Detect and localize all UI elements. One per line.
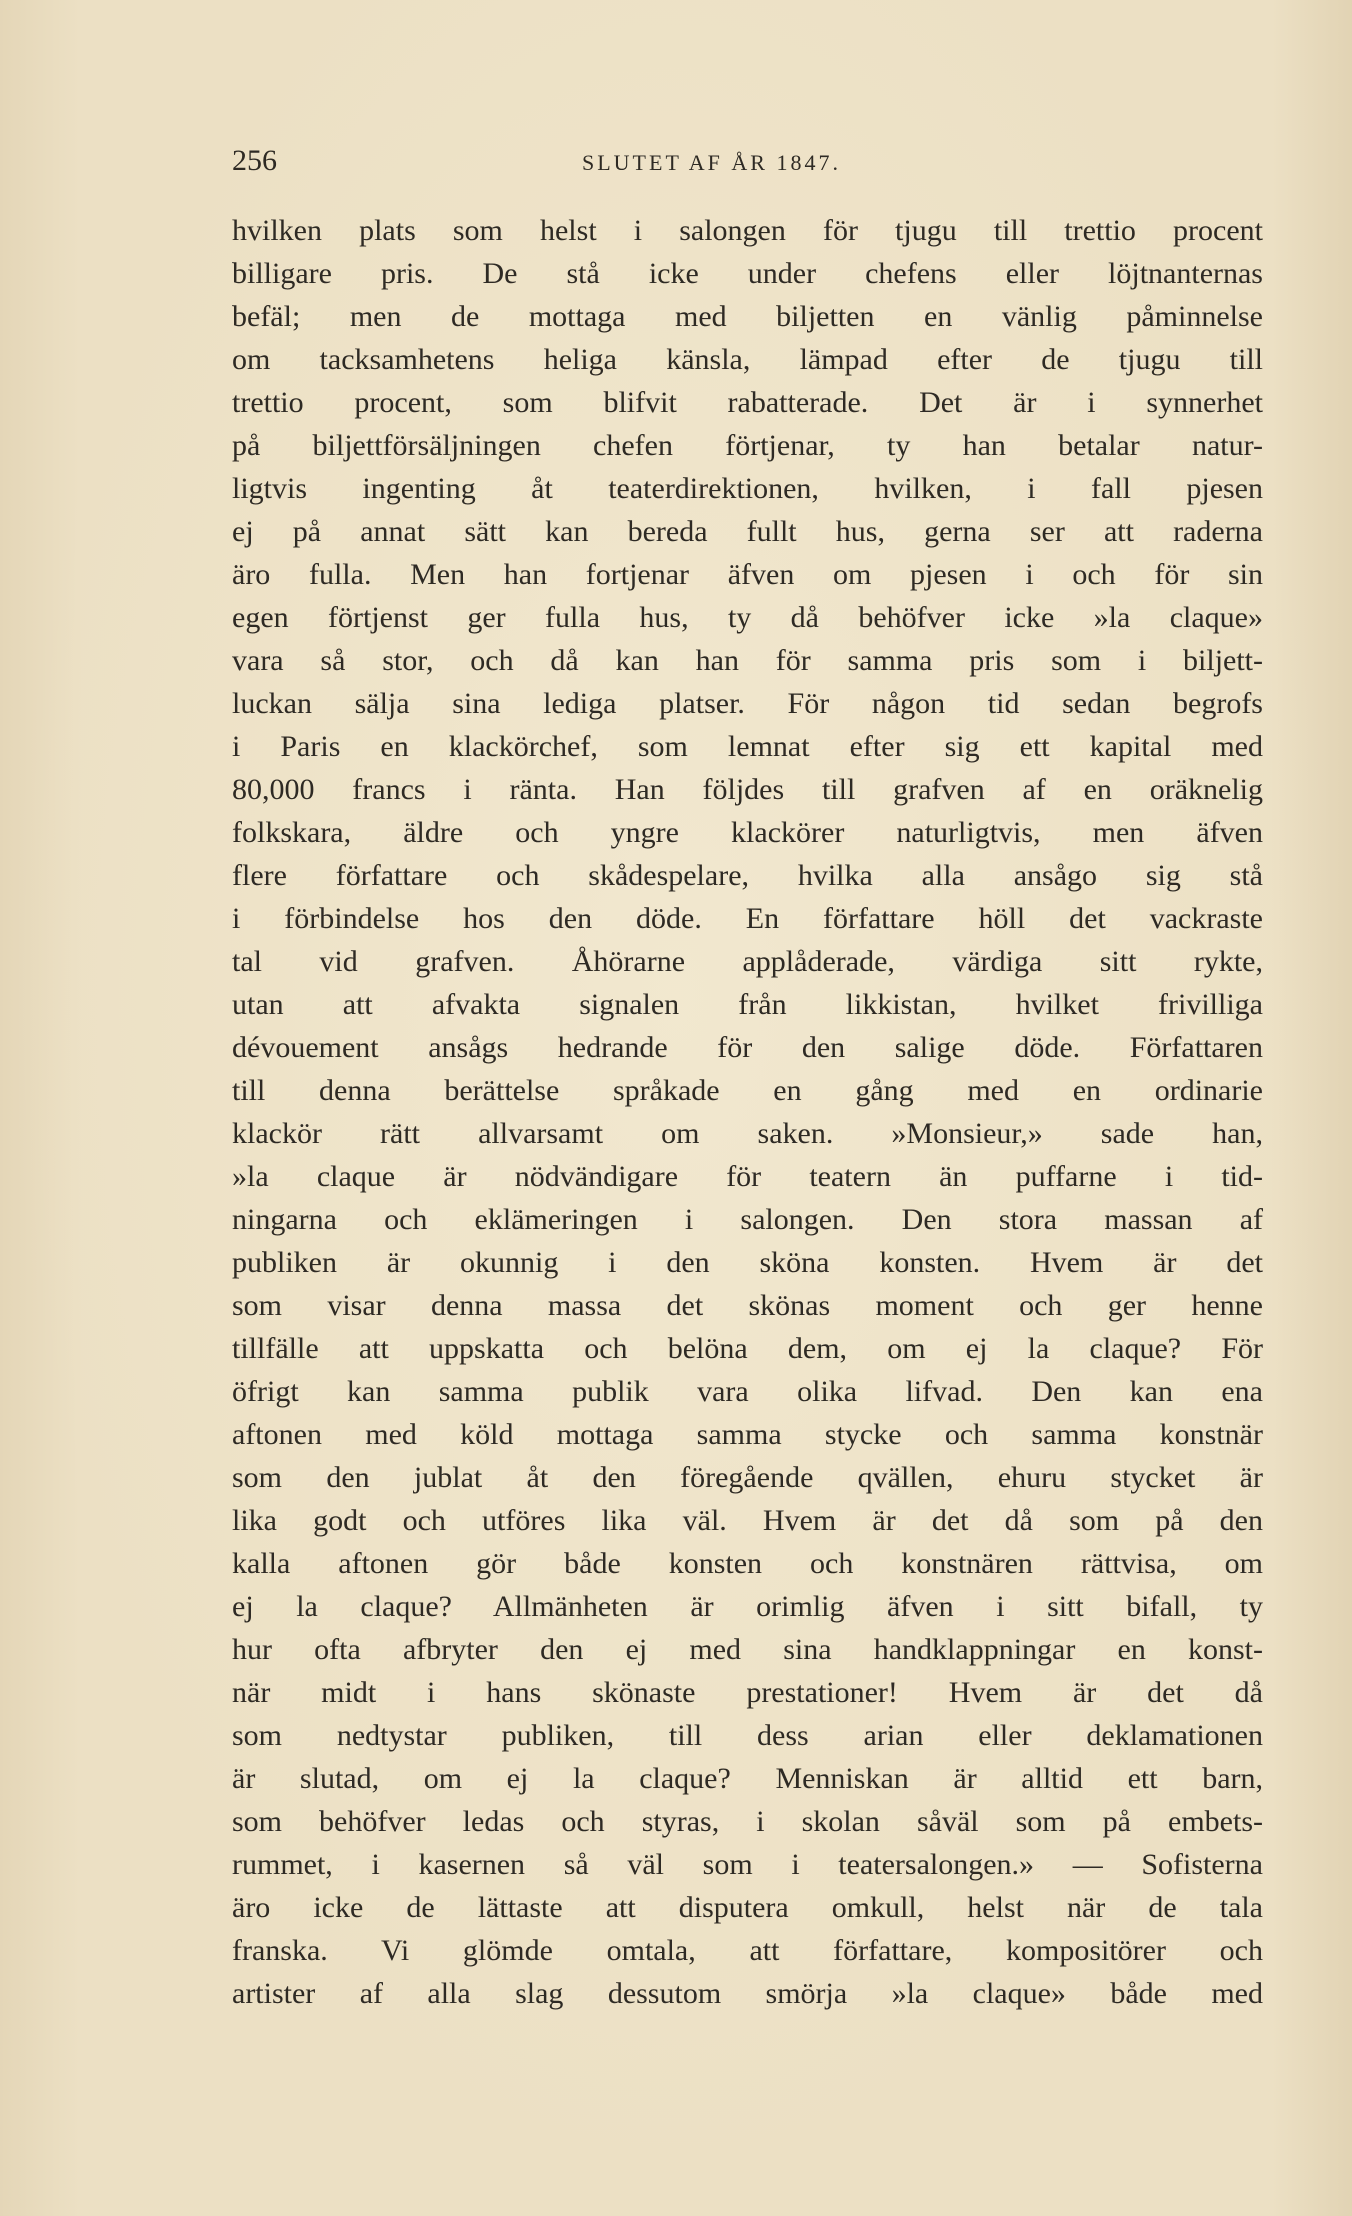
body-text <box>232 209 1263 2015</box>
text-line: äro fulla. Men han fortjenar äfven om pjesen i och för sin <box>232 558 1263 591</box>
text-line: dévouement ansågs hedrande för den salige döde. Författaren <box>232 1031 1263 1064</box>
text-line: luckan sälja sina lediga platser. För någon tid sedan begrofs <box>232 687 1263 720</box>
text-line: rummet, i kasernen så väl som i teatersalongen.» — Sofisterna <box>232 1848 1263 1881</box>
text-line: i Paris en klackörchef, som lemnat efter sig ett kapital med <box>232 730 1263 763</box>
text-line: ej på annat sätt kan bereda fullt hus, gerna ser att raderna <box>232 515 1263 548</box>
text-line: ej la claque? Allmänheten är orimlig äfven i sitt bifall, ty <box>232 1590 1263 1623</box>
text-line: vara så stor, och då kan han för samma pris som i biljett- <box>232 644 1263 677</box>
text-line: om tacksamhetens heliga känsla, lämpad efter de tjugu till <box>232 343 1263 376</box>
running-head <box>232 141 1122 181</box>
text-line: på biljettförsäljningen chefen förtjenar, ty han betalar natur- <box>232 429 1263 462</box>
text-line: publiken är okunnig i den sköna konsten. Hvem är det <box>232 1246 1263 1279</box>
text-line: egen förtjenst ger fulla hus, ty då behöfver icke »la claque» <box>232 601 1263 634</box>
text-line: utan att afvakta signalen från likkistan, hvilket frivilliga <box>232 988 1263 1021</box>
text-line: öfrigt kan samma publik vara olika lifvad. Den kan ena <box>232 1375 1263 1408</box>
text-line: som nedtystar publiken, till dess arian eller deklamationen <box>232 1719 1263 1752</box>
running-title: SLUTET AF ÅR 1847. <box>582 150 841 175</box>
text-line: aftonen med köld mottaga samma stycke och samma konstnär <box>232 1418 1263 1451</box>
text-line: flere författare och skådespelare, hvilka alla ansågo sig stå <box>232 859 1263 892</box>
page-number: 256 <box>232 144 277 177</box>
text-line: 80,000 francs i ränta. Han följdes till grafven af en oräknelig <box>232 773 1263 806</box>
text-line: trettio procent, som blifvit rabatterade. Det är i synnerhet <box>232 386 1263 419</box>
text-line: lika godt och utföres lika väl. Hvem är det då som på den <box>232 1504 1263 1537</box>
text-line: som visar denna massa det skönas moment och ger henne <box>232 1289 1263 1322</box>
text-line: till denna berättelse språkade en gång med en ordinarie <box>232 1074 1263 1107</box>
text-line: som den jublat åt den föregående qvällen, ehuru stycket är <box>232 1461 1263 1494</box>
text-line: i förbindelse hos den döde. En författare höll det vackraste <box>232 902 1263 935</box>
text-line: klackör rätt allvarsamt om saken. »Monsieur,» sade han, <box>232 1117 1263 1150</box>
text-line: tal vid grafven. Åhörarne applåderade, värdiga sitt rykte, <box>232 945 1263 978</box>
text-line: kalla aftonen gör både konsten och konstnären rättvisa, om <box>232 1547 1263 1580</box>
text-line: när midt i hans skönaste prestationer! Hvem är det då <box>232 1676 1263 1709</box>
text-line: franska. Vi glömde omtala, att författare, kompositörer och <box>232 1934 1263 1967</box>
text-line: är slutad, om ej la claque? Menniskan är alltid ett barn, <box>232 1762 1263 1795</box>
text-line: artister af alla slag dessutom smörja »la claque» både med <box>232 1977 1263 2010</box>
text-line: äro icke de lättaste att disputera omkull, helst när de tala <box>232 1891 1263 1924</box>
text-line: »la claque är nödvändigare för teatern än puffarne i tid- <box>232 1160 1263 1193</box>
text-line: ningarna och eklämeringen i salongen. Den stora massan af <box>232 1203 1263 1236</box>
text-line: folkskara, äldre och yngre klackörer naturligtvis, men äfven <box>232 816 1263 849</box>
text-line: ligtvis ingenting åt teaterdirektionen, hvilken, i fall pjesen <box>232 472 1263 505</box>
text-line: hur ofta afbryter den ej med sina handklappningar en konst- <box>232 1633 1263 1666</box>
text-line: billigare pris. De stå icke under chefens eller löjtnanternas <box>232 257 1263 290</box>
text-line: hvilken plats som helst i salongen för tjugu till trettio procent <box>232 214 1263 247</box>
text-line: tillfälle att uppskatta och belöna dem, om ej la claque? För <box>232 1332 1263 1365</box>
text-line: befäl; men de mottaga med biljetten en vänlig påminnelse <box>232 300 1263 333</box>
text-line: som behöfver ledas och styras, i skolan såväl som på embets- <box>232 1805 1263 1838</box>
